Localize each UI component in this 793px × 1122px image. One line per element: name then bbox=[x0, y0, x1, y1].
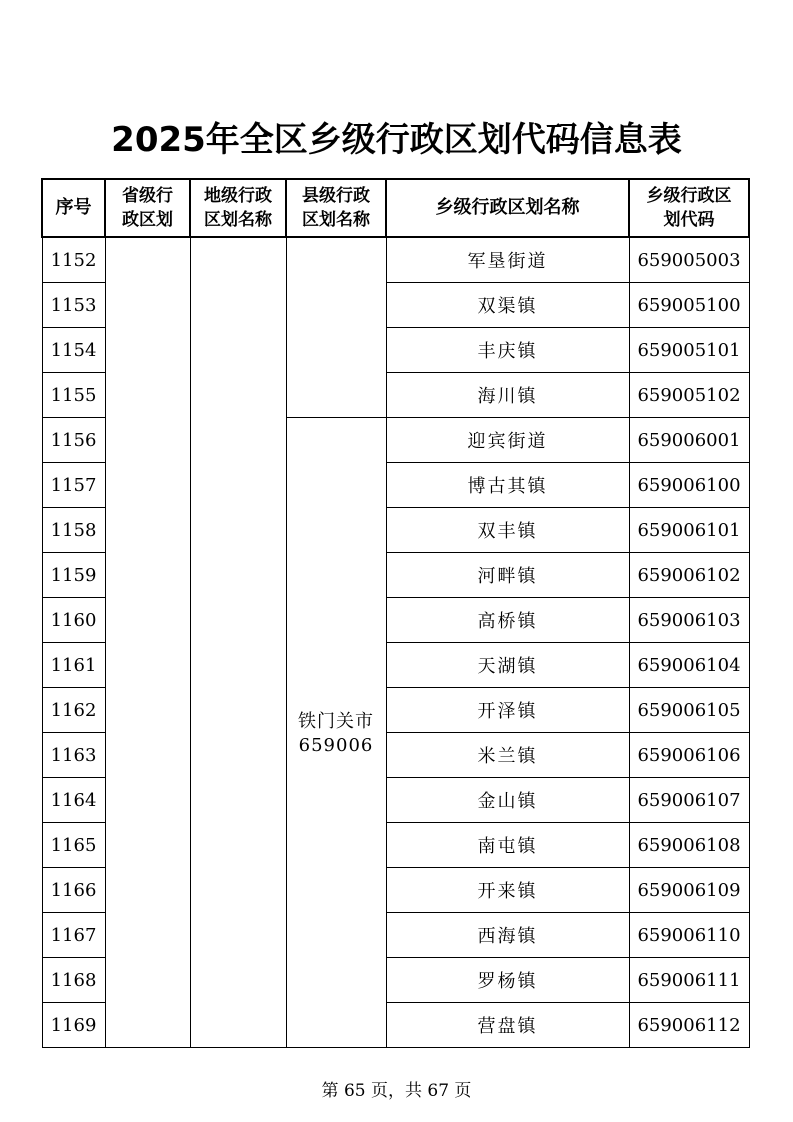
row-town-code: 659005101 bbox=[629, 328, 749, 373]
row-town-code: 659006110 bbox=[629, 913, 749, 958]
row-seq: 1157 bbox=[42, 463, 105, 508]
row-town-name: 博古其镇 bbox=[386, 463, 629, 508]
row-seq: 1152 bbox=[42, 237, 105, 283]
row-town-code: 659005003 bbox=[629, 237, 749, 283]
header-prefecture bbox=[190, 179, 286, 237]
page-footer: 第 65 页，共 67 页 bbox=[321, 1081, 472, 1101]
row-seq: 1164 bbox=[42, 778, 105, 823]
row-town-name: 金山镇 bbox=[386, 778, 629, 823]
row-seq: 1162 bbox=[42, 688, 105, 733]
row-town-name: 丰庆镇 bbox=[386, 328, 629, 373]
header-town-code-line1: 乡级行政区 bbox=[646, 186, 732, 206]
header-province-line2: 政区划 bbox=[122, 210, 173, 230]
header-town-code bbox=[629, 179, 749, 237]
row-seq: 1163 bbox=[42, 733, 105, 778]
row-town-code: 659006108 bbox=[629, 823, 749, 868]
row-seq: 1156 bbox=[42, 418, 105, 463]
row-town-name: 双丰镇 bbox=[386, 508, 629, 553]
row-town-code: 659005102 bbox=[629, 373, 749, 418]
row-seq: 1165 bbox=[42, 823, 105, 868]
row-seq: 1159 bbox=[42, 553, 105, 598]
row-town-name: 迎宾街道 bbox=[386, 418, 629, 463]
row-town-code: 659006100 bbox=[629, 463, 749, 508]
table-row bbox=[42, 237, 749, 283]
header-prefecture-line1: 地级行政 bbox=[204, 186, 272, 206]
row-town-name: 米兰镇 bbox=[386, 733, 629, 778]
row-town-name: 高桥镇 bbox=[386, 598, 629, 643]
row-town-code: 659006102 bbox=[629, 553, 749, 598]
row-seq: 1154 bbox=[42, 328, 105, 373]
county-cell-prev bbox=[286, 237, 386, 418]
row-town-code: 659005100 bbox=[629, 283, 749, 328]
row-town-code: 659006101 bbox=[629, 508, 749, 553]
row-town-name: 河畔镇 bbox=[386, 553, 629, 598]
row-town-code: 659006103 bbox=[629, 598, 749, 643]
header-province bbox=[105, 179, 190, 237]
row-town-name: 军垦街道 bbox=[386, 237, 629, 283]
header-county-line2: 区划名称 bbox=[302, 210, 370, 230]
row-town-name: 海川镇 bbox=[386, 373, 629, 418]
row-town-name: 天湖镇 bbox=[386, 643, 629, 688]
county-name: 铁门关市 bbox=[298, 710, 374, 732]
row-town-code: 659006104 bbox=[629, 643, 749, 688]
header-town-name: 乡级行政区划名称 bbox=[386, 179, 629, 237]
county-cell bbox=[286, 418, 386, 1048]
row-town-code: 659006111 bbox=[629, 958, 749, 1003]
row-town-code: 659006106 bbox=[629, 733, 749, 778]
row-seq: 1155 bbox=[42, 373, 105, 418]
row-town-name: 营盘镇 bbox=[386, 1003, 629, 1048]
header-county-line1: 县级行政 bbox=[302, 186, 370, 206]
row-town-name: 双渠镇 bbox=[386, 283, 629, 328]
row-town-name: 西海镇 bbox=[386, 913, 629, 958]
row-town-code: 659006105 bbox=[629, 688, 749, 733]
row-seq: 1161 bbox=[42, 643, 105, 688]
prefecture-cell bbox=[190, 237, 286, 1048]
province-cell bbox=[105, 237, 190, 1048]
row-town-code: 659006109 bbox=[629, 868, 749, 913]
county-code: 659006 bbox=[298, 734, 374, 756]
row-seq: 1160 bbox=[42, 598, 105, 643]
row-seq: 1168 bbox=[42, 958, 105, 1003]
row-town-name: 开泽镇 bbox=[386, 688, 629, 733]
row-town-code: 659006107 bbox=[629, 778, 749, 823]
header-county bbox=[286, 179, 386, 237]
division-code-table bbox=[41, 178, 750, 1048]
row-seq: 1169 bbox=[42, 1003, 105, 1048]
row-seq: 1167 bbox=[42, 913, 105, 958]
row-town-name: 罗杨镇 bbox=[386, 958, 629, 1003]
header-province-line1: 省级行 bbox=[122, 186, 173, 206]
row-town-code: 659006001 bbox=[629, 418, 749, 463]
table-header-row bbox=[42, 179, 749, 237]
header-prefecture-line2: 区划名称 bbox=[204, 210, 272, 230]
header-town-code-line2: 划代码 bbox=[663, 210, 715, 230]
header-seq: 序号 bbox=[42, 179, 105, 237]
page-title: 2025年全区乡级行政区划代码信息表 bbox=[111, 120, 682, 160]
row-town-name: 开来镇 bbox=[386, 868, 629, 913]
row-seq: 1166 bbox=[42, 868, 105, 913]
row-seq: 1153 bbox=[42, 283, 105, 328]
row-town-name: 南屯镇 bbox=[386, 823, 629, 868]
row-town-code: 659006112 bbox=[629, 1003, 749, 1048]
row-seq: 1158 bbox=[42, 508, 105, 553]
